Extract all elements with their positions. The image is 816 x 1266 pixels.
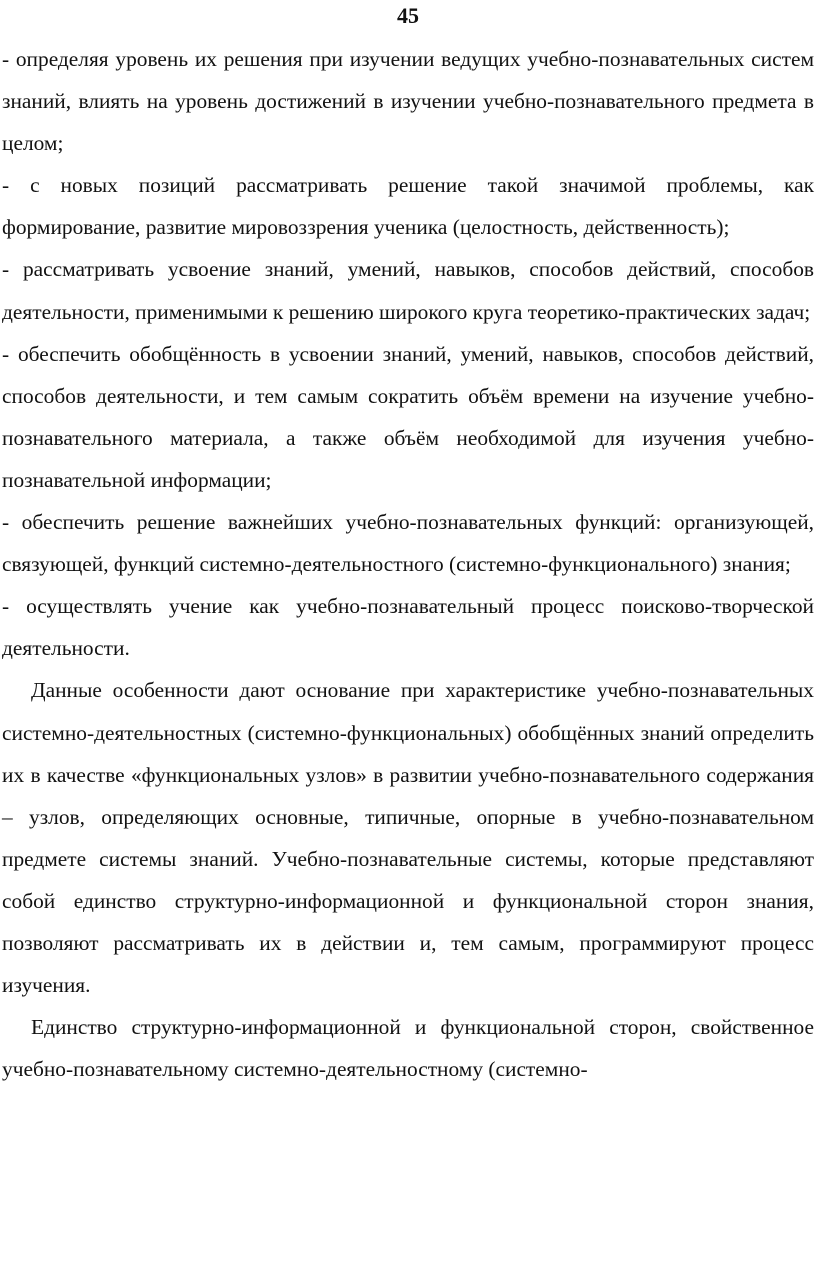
list-item-knowledge-assimilation: - рассматривать усвоение знаний, умений, навыков, способов действий, способов деятельности, применимыми к решению широкого круга теоретико-практических задач;	[2, 257, 814, 324]
paragraph-unity: Единство структурно-информационной и функциональной сторон, свойственное учебно-познавательному системно-деятельностному (системно-	[2, 1015, 814, 1082]
list-item-functions: - обеспечить решение важнейших учебно-познавательных функций: организующей, связующей, функций системно-деятельностного (системно-функционального) знания;	[2, 510, 814, 577]
list-item-new-positions: - с новых позиций рассматривать решение такой значимой проблемы, как формирование, развитие мировоззрения ученика (целостность, действенность);	[2, 173, 814, 240]
document-body	[2, 38, 814, 1090]
page-number: 45	[397, 3, 419, 28]
list-item-determine-level: - определяя уровень их решения при изучении ведущих учебно-познавательных систем знаний, влиять на уровень достижений в изучении учебно-познавательного предмета в целом;	[2, 47, 814, 156]
list-item-generalization: - обеспечить обобщённость в усвоении знаний, умений, навыков, способов действий, способов деятельности, и тем самым сократить объём времени на изучение учебно-познавательного материала, а также объём необходимой для изучения учебно-познавательной информации;	[2, 341, 814, 492]
list-item-learning-process: - осуществлять учение как учебно-познавательный процесс поисково-творческой деятельности.	[2, 594, 814, 661]
paragraph-features: Данные особенности дают основание при характеристике учебно-познавательных системно-деятельностных (системно-функциональных) обобщённых знаний определить их в качестве «функциональных узлов» в развитии учебно-познавательного содержания – узлов, определяющих основные, типичные, опорные в учебно-познавательном предмете системы знаний. Учебно-познавательные системы, которые представляют собой единство структурно-информационной и функциональной сторон знания, позволяют рассматривать их в действии и, тем самым, программируют процесс изучения.	[2, 678, 814, 998]
